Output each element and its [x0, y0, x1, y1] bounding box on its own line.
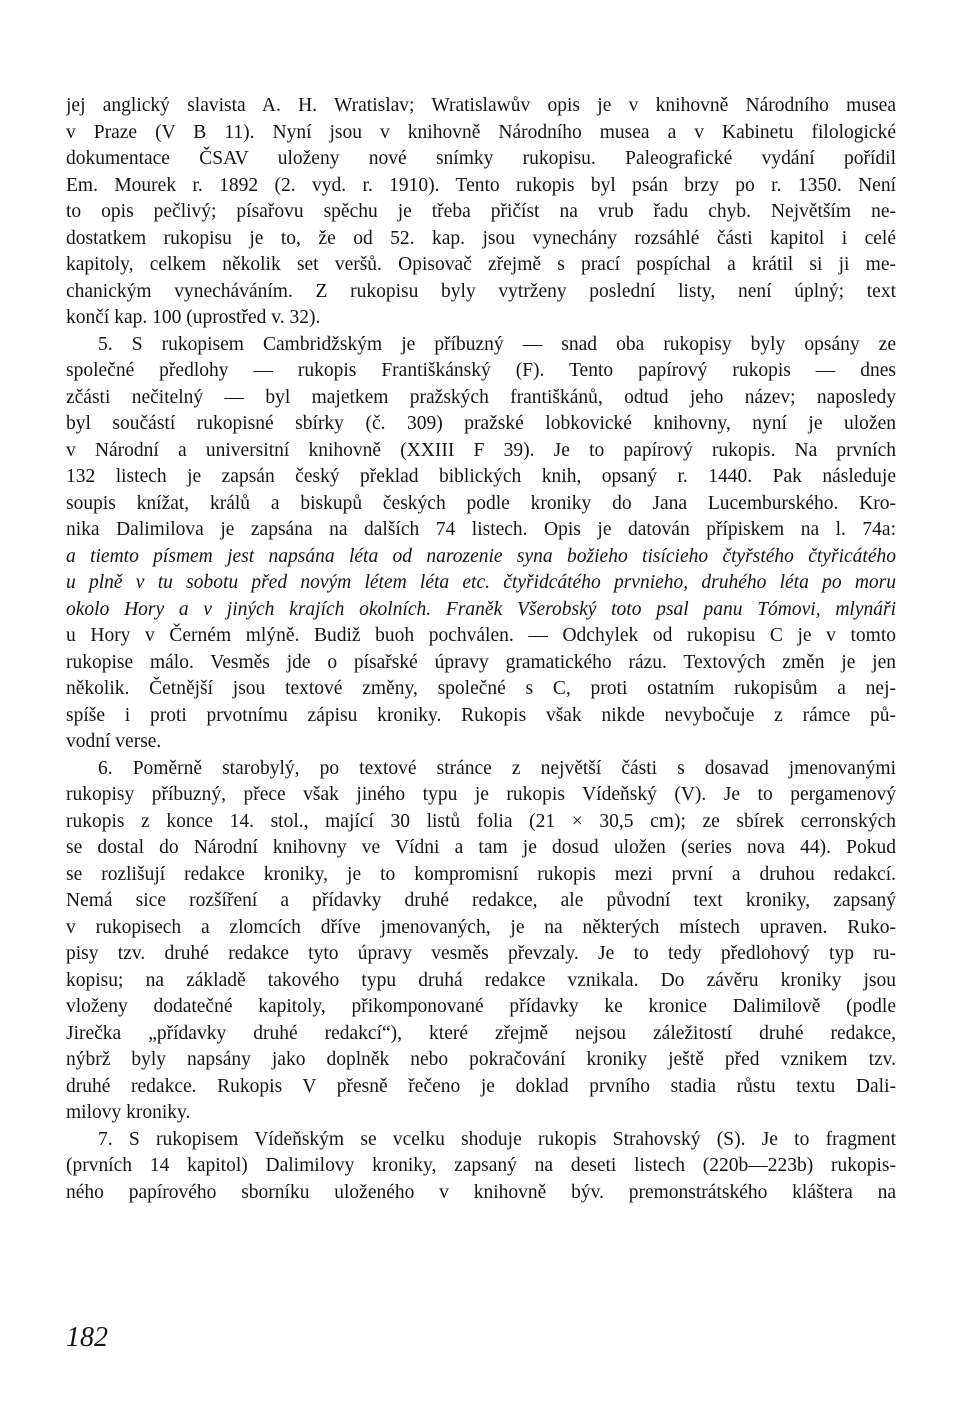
text-line: (prvních 14 kapitol) Dalimilovy kroniky, zapsaný na deseti listech (220b—223b) rukopis-: [66, 1155, 896, 1176]
text-block: [66, 93, 896, 1206]
text-line: spíše i proti prvotnímu zápisu kroniky. Rukopis však nikde nevybočuje z rámce pů-: [66, 704, 896, 726]
text-line: v rukopisech a zlomcích dříve jmenovaných, je na některých místech upraven. Ruko-: [66, 916, 896, 938]
text-line: rukopise málo. Vesměs jde o písařské úpravy gramatického rázu. Textových změn je jen: [66, 651, 896, 673]
text-line: druhé redakce. Rukopis V přesně řečeno je doklad prvního stadia růstu textu Dali-: [66, 1075, 896, 1097]
text-line: se dostal do Národní knihovny ve Vídni a tam je dosud uložen (series nova 44). Pokud: [66, 837, 896, 858]
text-line: společné předlohy — rukopis Františkánský (F). Tento papírový rukopis — dnes: [66, 360, 896, 381]
text-line: u Hory v Černém mlýně. Budiž buoh pochválen. — Odchylek od rukopisu C je v tomto: [66, 625, 896, 646]
text-line: nýbrž byly napsány jako doplněk nebo pokračování kroniky ještě před vznikem tzv.: [66, 1049, 896, 1070]
quotation-line: a tiemto písmem jest napsána léta od narozenie syna božieho tisícieho čtyřstého čtyřicátého: [66, 545, 896, 567]
paragraph-7-first-line: 7. S rukopisem Vídeňským se vcelku shoduje rukopis Strahovský (S). Je to fragment: [98, 1128, 896, 1150]
text-line: jej anglický slavista A. H. Wratislav; Wratislawův opis je v knihovně Národního musea: [66, 95, 896, 116]
text-line: se rozlišují redakce kroniky, je to kompromisní rukopis mezi první a druhou redakcí.: [66, 863, 896, 885]
text-line: dostatkem rukopisu je to, že od 52. kap. jsou vynechány rozsáhlé části kapitol i celé: [66, 227, 896, 249]
text-line: několik. Četnější jsou textové změny, společné s C, proti ostatním rukopisům a nej-: [66, 678, 896, 699]
text-line: kopisu; na základě takového typu druhá redakce vznikala. Do závěru kroniky jsou: [66, 969, 896, 991]
text-line: v Praze (V B 11). Nyní jsou v knihovně Národního musea a v Kabinetu filologické: [66, 121, 896, 143]
paragraph-6-first-line: 6. Poměrně starobylý, po textové stránce z největší části s dosavad jmenovanými: [98, 757, 896, 779]
text-line: rukopis z konce 14. stol., mající 30 listů folia (21 × 30,5 cm); ze sbírek cerronských: [66, 810, 896, 832]
text-line: 132 listech je zapsán český překlad biblických knih, opsaný r. 1440. Pak následuje: [66, 466, 896, 487]
text-line: zčásti nečitelný — byl majetkem pražských františkánů, odtud jeho název; naposledy: [66, 386, 896, 408]
text-line: Jirečka „přídavky druhé redakcí“), které zřejmě nejsou záležitostí druhé redakce,: [66, 1022, 896, 1044]
quotation-line: u plně v tu sobotu před novým létem léta etc. čtyřidcátého prvnieho, druhého léta po moru: [66, 572, 896, 593]
text-line: pisy tzv. druhé redakce tyto úpravy vesměs převzaly. Je to tedy předlohový typ ru-: [66, 943, 896, 964]
page-number: 182: [66, 1322, 108, 1353]
text-line: ného papírového sborníku uloženého v knihovně býv. premonstrátského kláštera na: [66, 1181, 896, 1203]
text-line: vloženy dodatečné kapitoly, přikomponované přídavky ke kronice Dalimilově (podle: [66, 996, 896, 1017]
text-line: nika Dalimilova je zapsána na dalších 74 listech. Opis je datován přípiskem na l. 74a:: [66, 519, 896, 540]
text-line: v Národní a universitní knihovně (XXIII F 39). Je to papírový rukopis. Na prvních: [66, 439, 896, 461]
text-line: vodní verse.: [66, 731, 162, 752]
text-line: to opis pečlivý; písařovu spěchu je třeba přičíst na vrub řadu chyb. Největším ne-: [66, 201, 896, 222]
text-line: milovy kroniky.: [66, 1102, 191, 1123]
text-line: soupis knížat, králů a biskupů českých podle kroniky do Jana Lucemburského. Kro-: [66, 492, 896, 514]
text-line: rukopisy příbuzný, přece však jiného typu je rukopis Vídeňský (V). Je to pergamenový: [66, 784, 896, 805]
quotation-line: okolo Hory a v jiných krajích okolních. Franěk Všerobský toto psal panu Tómovi, mlynáři: [66, 598, 896, 620]
text-line: byl součástí rukopisné sbírky (č. 309) pražské lobkovické knihovny, nyní je uložen: [66, 413, 896, 434]
text-line: Em. Mourek r. 1892 (2. vyd. r. 1910). Tento rukopis byl psán brzy po r. 1350. Není: [66, 174, 896, 196]
text-line: Nemá sice rozšíření a přídavky druhé redakce, ale původní text kroniky, zapsaný: [66, 890, 896, 911]
text-line: kapitoly, celkem několik set veršů. Opisovač zřejmě s prací pospíchal a krátil si ji me-: [66, 254, 896, 275]
text-line: chanickým vynecháváním. Z rukopisu byly vytrženy poslední listy, není úplný; text: [66, 280, 896, 302]
text-line: dokumentace ČSAV uloženy nové snímky rukopisu. Paleografické vydání pořídil: [66, 148, 896, 169]
text-line: končí kap. 100 (uprostřed v. 32).: [66, 307, 321, 328]
paragraph-5-first-line: 5. S rukopisem Cambridžským je příbuzný — snad oba rukopisy byly opsány ze: [98, 333, 896, 355]
